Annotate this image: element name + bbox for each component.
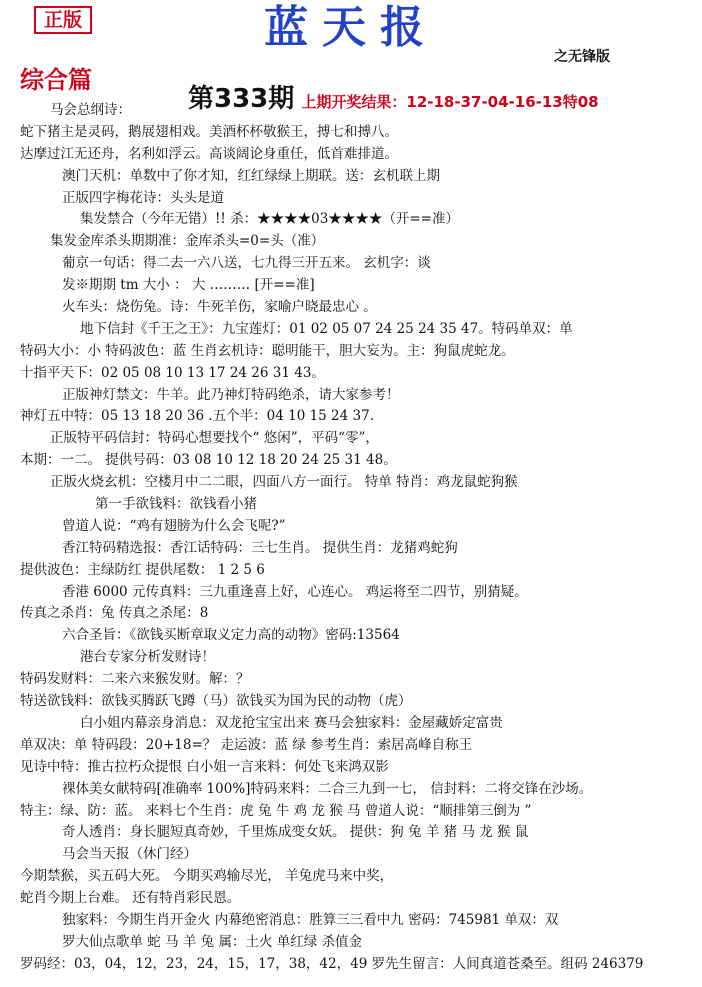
text-line: 今期禁猴，买五码大死。 今期买鸡输尽光， 羊兔虎马来中奖， [20, 868, 394, 885]
article-body [0, 100, 702, 976]
text-line: 集发禁合（今年无错）!! 杀：★★★★03★★★★（开==准） [80, 211, 459, 228]
text-line: 神灯五中特：05 13 18 20 36 .五个半：04 10 15 24 37. [20, 408, 374, 425]
text-line: 地下信封《千王之王》：九宝莲灯：01 02 05 07 24 25 24 35 47。特码单双：单 [80, 320, 573, 337]
text-line: 正版神灯禁文：牛羊。此乃神灯特码绝杀，请大家参考！ [62, 386, 400, 403]
text-line: 独家料：今期生肖开金火 内幕绝密消息：胜算三三看中九 密码：745981 单双：双 [62, 911, 559, 928]
edition-label: 之无锋版 [554, 49, 610, 65]
text-line: 正版特平码信封：特码心想要找个“ 悠闲”，平码“零”， [50, 430, 379, 447]
text-line: 马会总纲诗： [50, 102, 131, 118]
text-line: 特码大小：小 特码波色：蓝 生肖玄机诗：聪明能干，胆大妄为。主：狗鼠虎蛇龙。 [20, 342, 515, 359]
text-line: 葡京一句话：得二去一六八送，七九得三开五来。 玄机字：谈 [62, 255, 431, 272]
text-line: 香江特码精选报：香江话特码：三七生肖。 提供生肖：龙猪鸡蛇狗 [62, 539, 458, 556]
text-line: 裸体美女献特码[准确率 100%]特码来料：二合三九到一七， 信封料：二将交锋在沙场。 [62, 780, 593, 797]
newspaper-masthead: 蓝天报 [264, 2, 438, 53]
text-line: 香港 6000 元传真料：三九重逢喜上好，心连心。 鸡运将至二四节，别猜疑。 [62, 583, 528, 600]
text-line: 六合圣旨：《欲钱买断章取义定力高的动物》密码:13564 [62, 627, 400, 644]
text-line: 传真之杀肖：兔 传真之杀尾：8 [20, 605, 209, 622]
text-line: 蛇下猪主是灵码，鹅展翅相戏。美酒杯杯敬猴王，搏七和搏八。 [20, 123, 398, 140]
text-line: 特主：绿、防：蓝。 来料七个生肖：虎 兔 牛 鸡 龙 猴 马 曾道人说：“顺排第三倒为 ” [20, 802, 532, 819]
text-line: 达摩过江无还舟，名利如浮云。高谈阔论身重任，低首难排道。 [20, 145, 398, 162]
text-line: 正版火烧玄机：空楼月中二二眼，四面八方一面行。 特单 特肖：鸡龙鼠蛇狗猴 [50, 474, 518, 491]
text-line: 马会当天报（休门经） [62, 846, 197, 863]
text-line: 单双决：单 特码段：20+18=？ 走运波：蓝 绿 参考生肖：索居高峰自称王 [20, 736, 473, 753]
text-line: 第一手欲钱料：欲钱看小猪 [95, 496, 257, 513]
text-line: 集发金库杀头期期准：金库杀头=0=头（准） [50, 233, 325, 250]
text-line: 曾道人说：“鸡有翅膀为什么会飞呢?” [62, 517, 286, 534]
text-line: 十指平天下：02 05 08 10 13 17 24 26 31 43。 [20, 364, 325, 381]
text-line: 特码发财料：二来六来猴发财。解：？ [20, 671, 250, 688]
text-line: 发※期期 tm 大小 ： 大 ……… [开==准] [62, 277, 315, 294]
text-line: 港台专家分析发财诗！ [80, 649, 215, 666]
issue-number: 第333期 [188, 84, 295, 114]
text-line: 罗大仙点歌单 蛇 马 羊 兔 属：土火 单红绿 杀值金 [62, 933, 363, 950]
text-line: 澳门天机：单数中了你才知，红红绿绿上期联。送：玄机联上期 [62, 167, 440, 184]
text-line: 提供波色：主绿防红 提供尾数： 1 2 5 6 [20, 561, 265, 578]
text-line: 白小姐内幕亲身消息：双龙抢宝宝出来 赛马会独家料：金屋藏娇定富贵 [80, 714, 503, 731]
text-line: 罗码经：03，04，12，23，24，15，17，38，42，49 罗先生留言：人间真道苍桑至。组码 246379 [20, 955, 644, 972]
last-draw-result: 上期开奖结果：12-18-37-04-16-13特08 [301, 93, 599, 111]
text-line: 蛇肖今期上台难。 还有特肖彩民恩。 [20, 890, 241, 907]
text-line: 火车头：烧伤兔。诗：牛死羊伤，家喻户晓最忠心 。 [62, 299, 377, 316]
text-line: 正版四字梅花诗：头头是道 [62, 189, 224, 206]
text-line: 特送欲钱料：欲钱买腾跃飞蹲（马）欲钱买为国为民的动物（虎） [20, 693, 412, 710]
text-line: 奇人透肖：身长腿短真奇妙，千里炼成变女妖。 提供：狗 兔 羊 猪 马 龙 猴 鼠 [62, 824, 529, 841]
text-line: 本期：一二。 提供号码：03 08 10 12 18 20 24 25 31 48。 [20, 452, 397, 469]
text-line: 见诗中特：推古拉朽众提恨 白小姐一言来料：何处飞来鸿双影 [20, 758, 389, 775]
authentic-stamp: 正版 [34, 6, 92, 34]
section-title: 综合篇 [20, 66, 92, 94]
